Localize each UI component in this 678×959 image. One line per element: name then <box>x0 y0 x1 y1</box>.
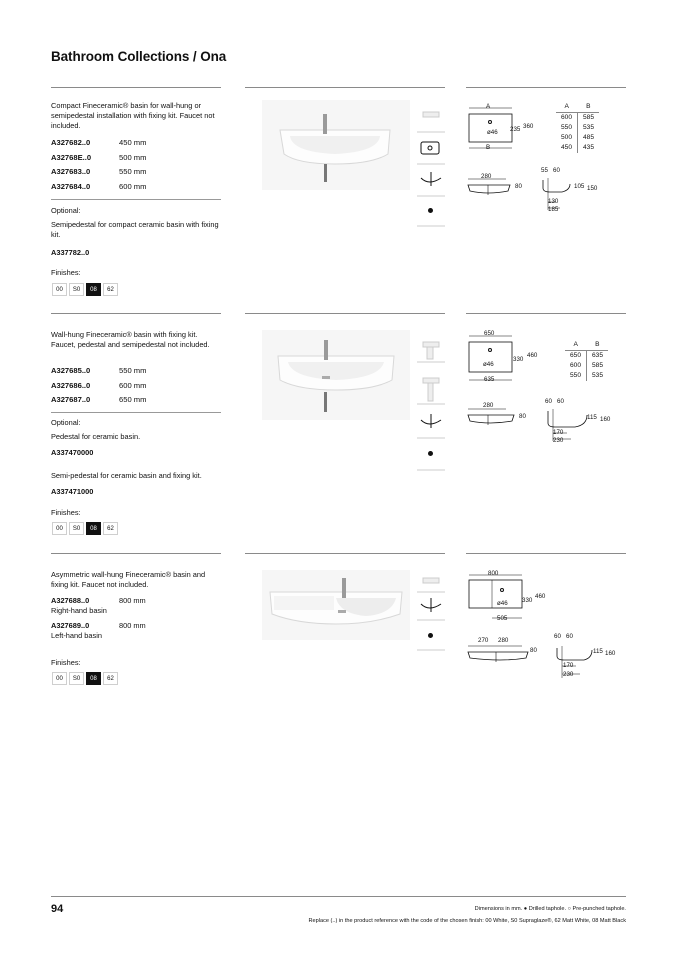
finish-swatches <box>52 283 118 296</box>
product-note: Right-hand basin <box>51 606 107 615</box>
product-size: 600 mm <box>119 181 147 191</box>
finishes-label: Finishes: <box>51 268 81 277</box>
product-code: A327687..0 <box>51 395 91 404</box>
finish-swatches <box>52 672 118 685</box>
drilled-taphole-icon <box>428 451 433 456</box>
dim-label: 460 <box>527 352 538 359</box>
drilled-taphole-icon <box>428 633 433 638</box>
dim-label: 60 <box>566 633 573 640</box>
optional-item-code: A337470000 <box>51 448 94 457</box>
installation-icons <box>417 330 445 470</box>
dim-label: 60 <box>557 398 564 405</box>
dim-label: B <box>486 144 491 151</box>
dim-label: 270 <box>478 637 489 644</box>
dim-label: 650 <box>484 330 495 337</box>
finish-swatches <box>52 522 118 535</box>
table-cell: 535 <box>578 123 600 133</box>
drilled-taphole-icon <box>428 208 433 213</box>
product-size: 500 mm <box>119 152 147 162</box>
product-size: 800 mm <box>119 621 146 630</box>
product-code: A327686..0 <box>51 380 91 390</box>
table-header: B <box>595 341 600 348</box>
product-size: 600 mm <box>119 380 147 390</box>
product-code-list <box>51 364 146 408</box>
table-cell: 600 <box>570 362 582 369</box>
product-row <box>51 596 171 616</box>
finish-swatch: 08 <box>86 283 101 296</box>
mounting-icons <box>417 570 445 650</box>
product-code: A32768E..0 <box>51 152 92 162</box>
table-cell: 650 <box>565 351 587 362</box>
section-rule <box>245 87 445 88</box>
finish-swatch: S0 <box>69 522 84 535</box>
installation-icons <box>417 100 445 226</box>
optional-label: Optional: <box>51 418 81 427</box>
table-cell: 485 <box>578 133 600 143</box>
product-row <box>51 180 146 195</box>
dim-label: 130 <box>548 198 559 205</box>
basin-image <box>262 570 410 640</box>
product-description: Wall-hung Fineceramic® basin with fixing kit. Faucet, pedestal and semipedestal not included. <box>51 330 210 349</box>
table-cell: 535 <box>587 371 609 381</box>
installation-icons <box>417 570 445 650</box>
front-view-drawing <box>466 642 532 664</box>
dim-label: 160 <box>605 650 616 657</box>
section-rule <box>466 87 626 88</box>
product-description: Compact Fineceramic® basin for wall-hung or semipedestal installation with fixing kit. Faucet not included. <box>51 101 215 130</box>
table-cell: 600 <box>556 113 578 124</box>
section-rule <box>51 313 221 314</box>
dim-label: 330 <box>513 356 524 363</box>
product-note: Left-hand basin <box>51 631 102 640</box>
optional-item-code: A337782..0 <box>51 248 90 257</box>
product-row <box>51 379 146 394</box>
section-rule <box>51 553 221 554</box>
dim-label: 80 <box>530 647 537 654</box>
product-code: A327688..0 <box>51 596 90 605</box>
mounting-icons <box>417 330 445 470</box>
finish-swatch: 00 <box>52 283 67 296</box>
finish-swatch: 00 <box>52 522 67 535</box>
finish-swatch: 00 <box>52 672 67 685</box>
finish-swatch: 62 <box>103 283 118 296</box>
dim-label: 150 <box>587 185 598 192</box>
dim-label: 55 <box>541 167 548 174</box>
section-rule <box>51 87 221 88</box>
table-header: B <box>586 103 591 110</box>
section-rule <box>466 553 626 554</box>
finish-swatch: S0 <box>69 672 84 685</box>
dim-label: 105 <box>574 183 585 190</box>
product-code: A327689..0 <box>51 621 90 630</box>
dim-label: 60 <box>545 398 552 405</box>
product-row <box>51 364 146 379</box>
optional-item-text: Pedestal for ceramic basin. <box>51 432 141 441</box>
finishes-label: Finishes: <box>51 508 81 517</box>
product-row <box>51 621 171 641</box>
dim-label: 60 <box>554 633 561 640</box>
product-size: 800 mm <box>119 596 146 605</box>
dim-label: 505 <box>497 615 508 622</box>
section-rule <box>245 313 445 314</box>
dim-label: 115 <box>593 648 603 655</box>
finish-swatch: S0 <box>69 283 84 296</box>
dim-label: 280 <box>483 402 494 409</box>
dim-label: 235 <box>510 126 521 133</box>
finishes-label: Finishes: <box>51 658 81 667</box>
divider <box>51 199 221 200</box>
table-cell: 550 <box>561 124 573 131</box>
product-code: A327684..0 <box>51 181 91 191</box>
dim-label: 280 <box>481 173 492 180</box>
dim-label: ø46 <box>487 129 498 136</box>
dim-label: 80 <box>515 183 522 190</box>
product-size: 450 mm <box>119 138 147 147</box>
product-row <box>51 136 146 151</box>
dim-label: 60 <box>553 167 560 174</box>
finish-swatch: 08 <box>86 672 101 685</box>
basin-image <box>262 330 410 420</box>
product-row <box>51 393 146 408</box>
dim-label: 80 <box>519 413 526 420</box>
dim-label: 360 <box>523 123 534 130</box>
dim-label: 230 <box>553 437 564 444</box>
table-header: A <box>564 103 569 110</box>
product-description: Asymmetric wall-hung Fineceramic® basin and fixing kit. Faucet not included. <box>51 570 206 589</box>
dim-label: 185 <box>548 206 559 213</box>
product-row <box>51 165 146 180</box>
finish-swatch: 62 <box>103 672 118 685</box>
page-number: 94 <box>51 903 64 915</box>
section-rule <box>245 553 445 554</box>
table-cell: 435 <box>578 143 600 153</box>
finish-swatch: 62 <box>103 522 118 535</box>
product-code-list <box>51 136 146 194</box>
product-row <box>51 151 146 166</box>
product-size: 550 mm <box>119 167 147 176</box>
table-cell: 585 <box>587 361 609 371</box>
finish-swatch: 08 <box>86 522 101 535</box>
product-size: 650 mm <box>119 395 147 404</box>
dim-label: 330 <box>522 597 533 604</box>
table-cell: 585 <box>578 113 600 124</box>
dim-label: 460 <box>535 593 546 600</box>
footer-rule <box>51 896 626 897</box>
product-code: A327683..0 <box>51 167 91 176</box>
divider <box>51 412 221 413</box>
dim-label: 280 <box>498 637 509 644</box>
dim-label: 160 <box>600 416 611 423</box>
dim-label: A <box>486 103 491 110</box>
dim-label: 635 <box>484 376 495 383</box>
optional-label: Optional: <box>51 206 81 215</box>
table-cell: 450 <box>561 144 573 151</box>
dim-label: 170 <box>563 662 574 669</box>
basin-image <box>262 100 410 190</box>
table-cell: 550 <box>570 372 582 379</box>
optional-item-code: A337471000 <box>51 487 94 496</box>
dimension-table <box>565 340 608 381</box>
dim-label: 800 <box>488 570 499 577</box>
footer-legend: Dimensions in mm. ● Drilled taphole. ○ Pre-punched taphole. <box>474 906 626 912</box>
page-title: Bathroom Collections / Ona <box>51 49 227 64</box>
dim-label: 230 <box>563 671 574 678</box>
dim-label: 115 <box>587 414 597 421</box>
product-code: A327682..0 <box>51 138 91 147</box>
table-cell: 635 <box>587 351 609 362</box>
dim-label: 170 <box>553 429 564 436</box>
table-header: A <box>573 341 578 348</box>
dim-label: ø46 <box>497 600 508 607</box>
table-cell: 500 <box>561 134 573 141</box>
dim-label: ø46 <box>483 361 494 368</box>
product-code: A327685..0 <box>51 366 91 375</box>
optional-item-text: Semi-pedestal for ceramic basin and fixing kit. <box>51 471 202 480</box>
section-rule <box>466 313 626 314</box>
dimension-table <box>556 102 599 153</box>
product-size: 550 mm <box>119 366 147 375</box>
footer-replace-note: Replace (..) in the product reference with the code of the chosen finish: 00 White, S0 Supraglaze®, 62 Matt White, 08 Matt Black <box>308 918 626 924</box>
optional-item-text: Semipedestal for compact ceramic basin with fixing kit. <box>51 220 219 239</box>
